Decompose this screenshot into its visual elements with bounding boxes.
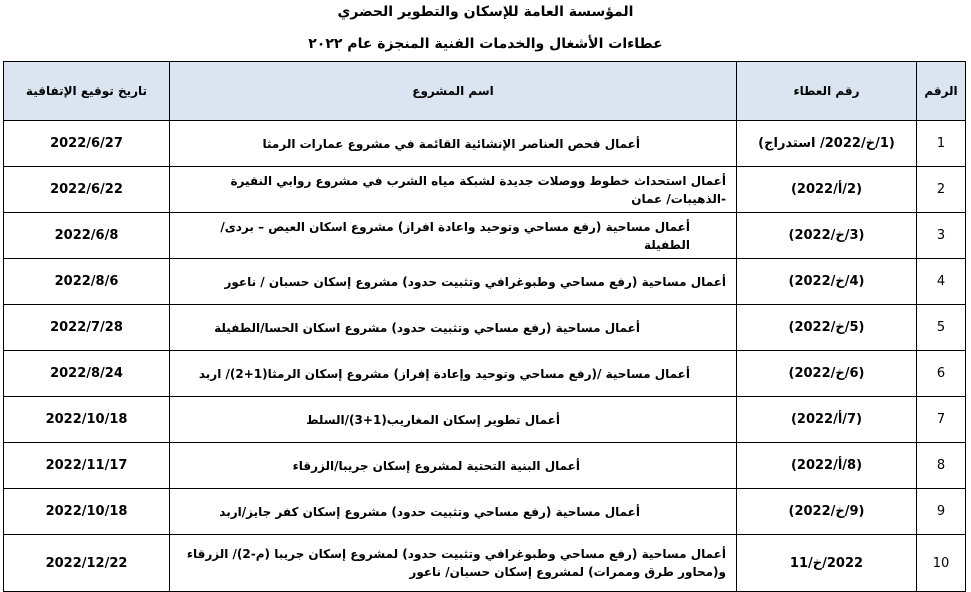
header-agreement-date: تاريخ توقيع الإتفاقية xyxy=(4,62,170,121)
header-project-name: اسم المشروع xyxy=(170,62,737,121)
row-project-text: أعمال فحص العناصر الإنشائية القائمة في مشروع عمارات الرمثا xyxy=(262,136,640,151)
row-number: 3 xyxy=(917,213,966,259)
table-row xyxy=(4,489,966,535)
row-number: 6 xyxy=(917,351,966,397)
row-date: 2022/11/17 xyxy=(4,443,170,489)
row-tender-ref: (3/خ/2022) xyxy=(737,213,917,259)
table-row xyxy=(4,535,966,592)
row-tender-ref: (6/خ/2022) xyxy=(737,351,917,397)
row-date: 2022/7/28 xyxy=(4,305,170,351)
row-tender-ref: (7/أ/2022) xyxy=(737,397,917,443)
row-project xyxy=(170,213,737,259)
row-number: 7 xyxy=(917,397,966,443)
row-date: 2022/10/18 xyxy=(4,489,170,535)
row-date: 2022/8/24 xyxy=(4,351,170,397)
row-project xyxy=(170,121,737,167)
row-number: 4 xyxy=(917,259,966,305)
row-tender-ref: (2/أ/2022) xyxy=(737,167,917,213)
table-row xyxy=(4,259,966,305)
row-date: 2022/6/8 xyxy=(4,213,170,259)
row-tender-ref: (8/أ/2022) xyxy=(737,443,917,489)
row-project-text: أعمال مساحية (رفع مساحي وطبوغرافي وتثبيت حدود) لمشروع إسكان جريبا (م-2)/ الزرقاء و(محاور طرق وممرات) لمشروع إسكان حسبان/ ناعور xyxy=(186,547,726,579)
row-project-text: أعمال استحداث خطوط ووصلات جديدة لشبكة مياه الشرب في مشروع روابي النقيرة -الذهيبات/ عمان xyxy=(230,173,726,206)
row-project xyxy=(170,351,737,397)
row-number: 9 xyxy=(917,489,966,535)
tenders-table xyxy=(3,61,966,592)
row-project xyxy=(170,489,737,535)
row-project xyxy=(170,167,737,213)
table-row xyxy=(4,167,966,213)
row-project xyxy=(170,259,737,305)
header-number: الرقم xyxy=(917,62,966,121)
row-project-text: أعمال تطوير إسكان المغاريب(1+3)/السلط xyxy=(306,412,560,427)
row-number: 2 xyxy=(917,167,966,213)
row-tender-ref: 2022/خ/11 xyxy=(737,535,917,592)
row-number: 10 xyxy=(917,535,966,592)
row-project-text: أعمال مساحية (رفع مساحي وتوحيد واعادة افراز) مشروع اسكان العيص – بردى/الطفيلة xyxy=(220,219,690,252)
row-number: 1 xyxy=(917,121,966,167)
table-row xyxy=(4,351,966,397)
document-subtitle: عطاءات الأشغال والخدمات الفنية المنجزة عام ٢٠٢٢ xyxy=(308,36,663,52)
row-date: 2022/6/22 xyxy=(4,167,170,213)
row-project-text: أعمال البنية التحتية لمشروع إسكان جريبا/الزرقاء xyxy=(292,458,580,473)
row-project xyxy=(170,535,737,592)
row-project-text: أعمال مساحية (رفع مساحي وتثبيت حدود) مشروع إسكان كفر جايز/اربد xyxy=(219,504,640,519)
table-row xyxy=(4,305,966,351)
row-date: 2022/12/22 xyxy=(4,535,170,592)
row-tender-ref: (1/خ/2022/ استدراج) xyxy=(737,121,917,167)
row-tender-ref: (5/خ/2022) xyxy=(737,305,917,351)
row-number: 8 xyxy=(917,443,966,489)
table-row xyxy=(4,397,966,443)
table-row xyxy=(4,121,966,167)
row-project-text: أعمال مساحية (رفع مساحي وتثبيت حدود) مشروع اسكان الحسا/الطفيلة xyxy=(214,320,640,335)
row-number: 5 xyxy=(917,305,966,351)
table-row xyxy=(4,443,966,489)
row-tender-ref: (9/خ/2022) xyxy=(737,489,917,535)
row-date: 2022/10/18 xyxy=(4,397,170,443)
row-project xyxy=(170,397,737,443)
header-tender-ref: رقم العطاء xyxy=(737,62,917,121)
row-date: 2022/6/27 xyxy=(4,121,170,167)
row-project-text: أعمال مساحية /(رفع مساحي وتوحيد وإعادة إفراز) مشروع إسكان الرمثا(1+2)/ اربد xyxy=(198,366,690,381)
row-tender-ref: (4/خ/2022) xyxy=(737,259,917,305)
row-project-text: أعمال مساحية (رفع مساحي وطبوغرافي وتثبيت حدود) مشروع إسكان حسبان / ناعور xyxy=(224,274,726,289)
table-header-row xyxy=(4,62,966,121)
row-project xyxy=(170,443,737,489)
row-date: 2022/8/6 xyxy=(4,259,170,305)
organization-title: المؤسسة العامة للإسكان والتطوير الحضري xyxy=(337,4,634,20)
row-project xyxy=(170,305,737,351)
table-row xyxy=(4,213,966,259)
